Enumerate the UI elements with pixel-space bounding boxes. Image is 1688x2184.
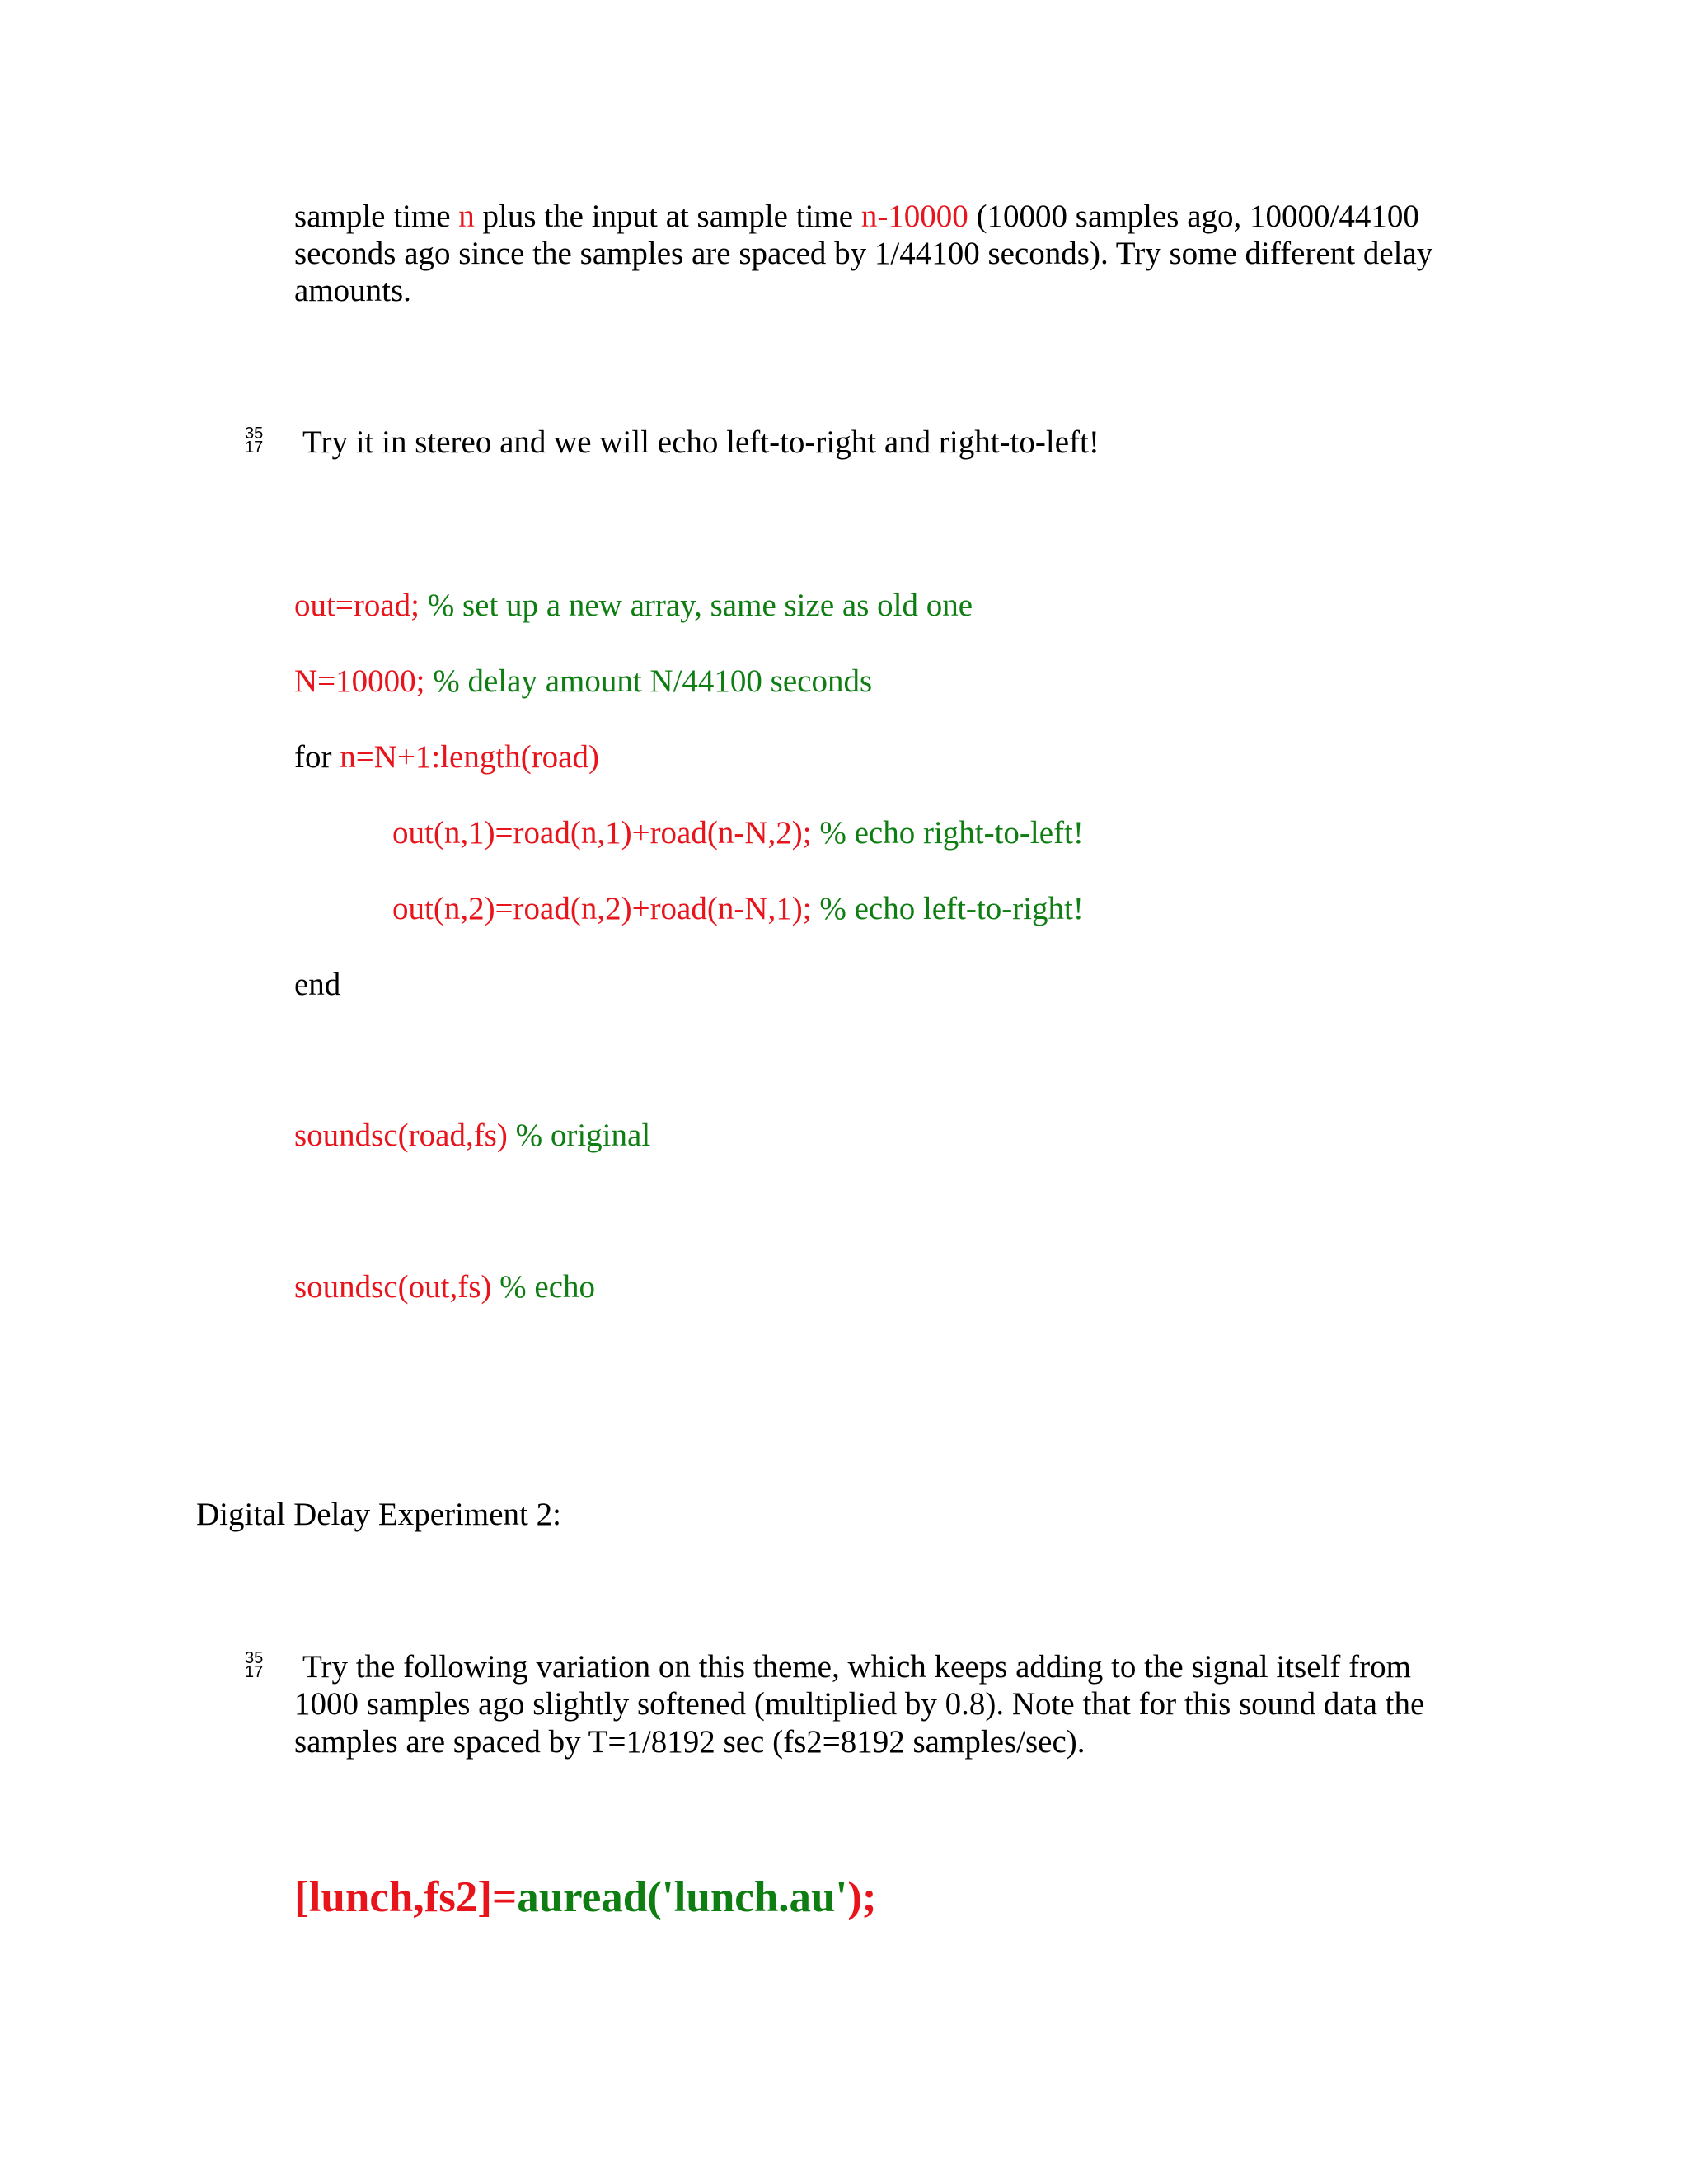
code-line-7: soundsc(road,fs) % original — [294, 1118, 651, 1153]
code-line-6: end — [294, 967, 341, 1002]
step-2-line-2: 1000 samples ago slightly softened (multiplied by 0.8). Note that for this sound data the — [294, 1686, 1425, 1722]
step-2-line-1: Try the following variation on this theme, which keeps adding to the signal itself from — [302, 1649, 1411, 1685]
step-1-text: Try it in stereo and we will echo left-to-right and right-to-left! — [302, 424, 1100, 460]
bullet-icon: 35 17 — [245, 424, 264, 457]
intro-line-2: seconds ago since the samples are spaced by 1/44100 seconds). Try some different delay — [294, 236, 1433, 271]
code-line-1: out=road; % set up a new array, same size as old one — [294, 588, 973, 623]
code-line-5: out(n,2)=road(n,2)+road(n-N,1); % echo left-to-right! — [392, 891, 1084, 926]
step-2-line-3: samples are spaced by T=1/8192 sec (fs2=8192 samples/sec). — [294, 1724, 1085, 1760]
code-line-3: for n=N+1:length(road) — [294, 739, 599, 775]
code-auread-line: [lunch,fs2]=auread('lunch.au'); — [294, 1873, 877, 1921]
intro-line-1: sample time n plus the input at sample time n-10000 (10000 samples ago, 10000/44100 — [294, 199, 1419, 234]
inline-code-n-10000: n-10000 — [860, 199, 968, 234]
bullet-icon: 35 17 — [245, 1649, 264, 1681]
intro-line-3: amounts. — [294, 273, 411, 308]
inline-code-n: n — [458, 199, 475, 234]
section-heading: Digital Delay Experiment 2: — [196, 1497, 561, 1532]
code-line-4: out(n,1)=road(n,1)+road(n-N,2); % echo right-to-left! — [392, 815, 1084, 851]
code-line-8: soundsc(out,fs) % echo — [294, 1269, 595, 1305]
code-line-2: N=10000; % delay amount N/44100 seconds — [294, 663, 873, 699]
